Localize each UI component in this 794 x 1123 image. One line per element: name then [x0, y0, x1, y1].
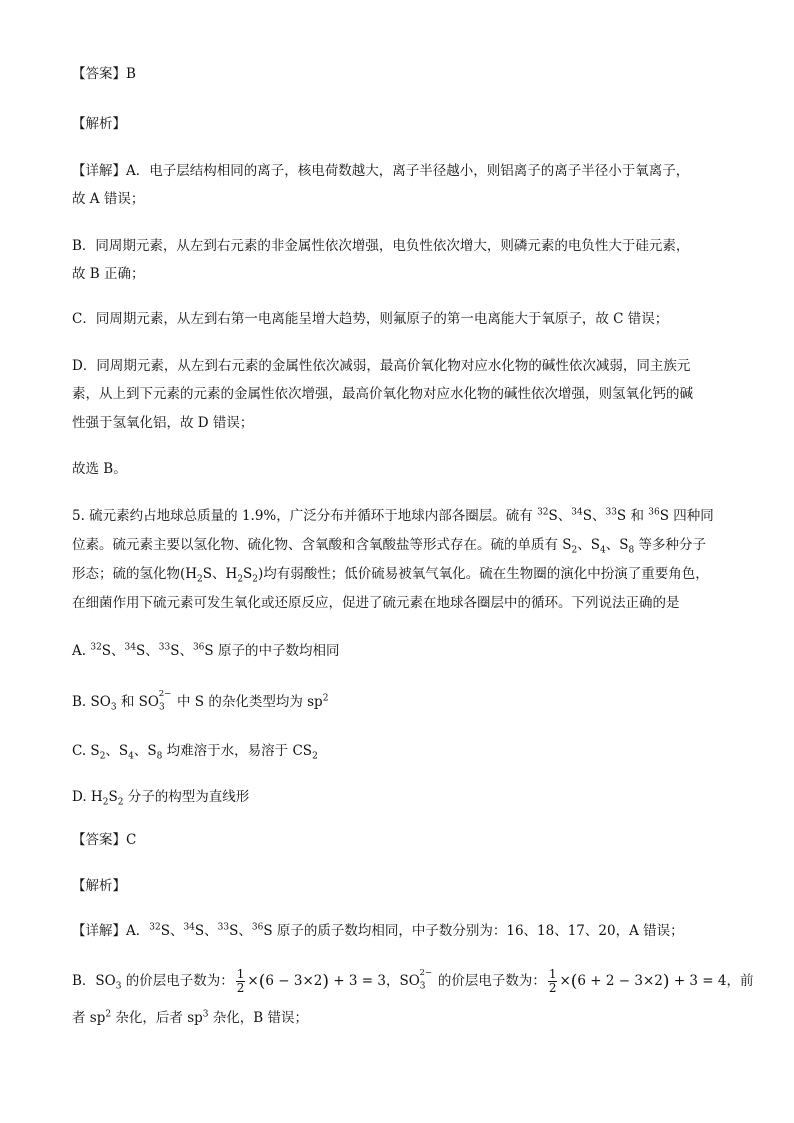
isotope-mass: 33: [605, 507, 617, 518]
opt-text: 和 SO: [116, 694, 159, 710]
opt-text: D. H: [72, 789, 103, 805]
ion-charge: 2−: [419, 968, 433, 978]
opt-text: 分子的构型为直线形: [123, 789, 250, 805]
fraction-half: [236, 968, 246, 995]
q-text: 位素。硫元素主要以氢化物、硫化物、含氧酸和含氧酸盐等形式存在。硫的单质有 S: [72, 537, 572, 553]
detail-b-line2: 故 B 正确；: [72, 266, 145, 282]
fraction-denominator: 2: [236, 981, 245, 995]
expression: 6 − 3×2: [265, 973, 323, 989]
subscript: 2: [252, 574, 259, 585]
question-line4: 在细菌作用下硫元素可发生氧化或还原反应，促进了硫元素在地球各圈层中的循环。下列说法正确的是: [72, 595, 680, 611]
analysis-heading: [72, 114, 126, 134]
detail-a-line1: [72, 161, 689, 181]
isotope-mass: 36: [251, 922, 264, 933]
left-paren-icon: (: [258, 971, 266, 992]
q-text: 、S: [577, 537, 601, 553]
d2-text: S、: [160, 923, 184, 939]
isotope-mass: 34: [571, 507, 583, 518]
fraction-numerator: 1: [236, 967, 245, 981]
right-paren-icon: ): [322, 971, 329, 992]
q-text: )均有弱酸性；低价硫易被氧气氧化。硫在生物圈的演化中扮演了重要角色，: [258, 566, 709, 582]
detail-label: 【详解】: [72, 163, 126, 179]
opt-text: 、S: [105, 743, 129, 759]
analysis-heading: [72, 876, 126, 896]
subscript: 3: [158, 702, 165, 713]
question-line3: [72, 564, 709, 584]
right-paren-icon: ): [662, 971, 670, 992]
detail-label: 【详解】: [72, 923, 126, 939]
q-text: S 四种同: [659, 508, 714, 524]
option-a: [72, 641, 339, 661]
d2-text: 的价层电子数为：: [121, 973, 234, 989]
subscript: 3: [110, 702, 117, 713]
q-text: S: [243, 566, 253, 582]
q-text: S、: [548, 508, 572, 524]
detail-d-line1: D．同周期元素，从左到右元素的金属性依次减弱，最高价氧化物对应水化物的碱性依次减弱，同主族元: [72, 358, 691, 374]
isotope-mass: 32: [149, 922, 161, 933]
answer-line: [72, 64, 136, 84]
times-sign: ×: [559, 973, 571, 989]
conclusion-line: 故选 B。: [72, 461, 127, 477]
d2-text: + 3 = 3，SO: [329, 973, 420, 989]
superscript: 2: [322, 693, 329, 704]
subscript: 3: [419, 981, 426, 992]
expression: 6 + 2 − 3×2: [577, 973, 663, 989]
opt-text: 均难溶于水，易溶于 CS: [162, 743, 313, 759]
opt-text: 、S: [133, 743, 157, 759]
detail2-a-line: [72, 921, 684, 941]
q-text: S、H: [202, 566, 238, 582]
q-text: S 和: [616, 508, 649, 524]
d2-text: B．SO: [72, 973, 116, 989]
subscript: 4: [128, 751, 134, 762]
opt-text: B. SO: [72, 694, 111, 710]
answer-label: 【答案】: [72, 66, 126, 82]
answer-line: [72, 830, 136, 850]
fraction-half: [548, 968, 558, 995]
detail2-b-line1: [72, 966, 754, 997]
sulfite-ion: [419, 966, 433, 996]
q-text: 等多种分子: [634, 537, 707, 553]
option-b: [72, 689, 329, 713]
opt-text: A.: [72, 643, 91, 659]
detail-b-line1: B．同周期元素，从左到右元素的非金属性依次增强，电负性依次增大，则磷元素的电负性大于硅元素，: [72, 238, 690, 254]
subscript: 2: [571, 545, 578, 556]
superscript: 3: [202, 1009, 209, 1020]
opt-text: S、: [101, 643, 125, 659]
subscript: 2: [102, 797, 109, 808]
d2-text: 的价层电子数为：: [433, 973, 546, 989]
detail-d-line3: 性强于氢氧化铝，故 D 错误；: [72, 415, 254, 431]
d2-text: + 3 = 4，前: [669, 973, 754, 989]
analysis-label: 【解析】: [72, 878, 126, 894]
left-paren-icon: (: [570, 971, 578, 992]
sulfite-ion: [158, 689, 172, 713]
opt-text: S 原子的中子数均相同: [204, 643, 340, 659]
fraction-numerator: 1: [548, 967, 557, 981]
opt-text: C. S: [72, 743, 100, 759]
isotope-mass: 32: [537, 507, 549, 518]
opt-text: S、: [136, 643, 159, 659]
d2-text: 者 sp: [72, 1010, 106, 1026]
d2-text: S 原子的质子数均相同，中子数分别为：16、18、17、20，A 错误；: [263, 923, 684, 939]
option-d: [72, 787, 249, 807]
detail-a-line2: 故 A 错误；: [72, 191, 145, 207]
option-c: [72, 741, 318, 761]
isotope-mass: 36: [192, 642, 205, 653]
isotope-mass: 34: [124, 642, 136, 653]
answer-label: 【答案】: [72, 832, 126, 848]
opt-text: S: [108, 789, 118, 805]
answer-value: C: [126, 832, 137, 848]
answer-value: B: [126, 66, 136, 82]
fraction-denominator: 2: [548, 981, 557, 995]
question-line2: [72, 535, 706, 555]
subscript: 2: [117, 797, 124, 808]
q-text-a: 5. 硫元素约占地球总质量的 1.9%，广泛分布并循环于地球内部各圈层。硫有: [72, 508, 538, 524]
subscript: 2: [99, 751, 106, 762]
isotope-mass: 33: [217, 922, 230, 933]
opt-text: 中 S 的杂化类型均为 sp: [172, 694, 323, 710]
d2-text: 杂化，B 错误；: [208, 1010, 309, 1026]
isotope-mass: 32: [90, 642, 102, 653]
superscript: 2: [105, 1009, 112, 1020]
detail-a-text1: A．电子层结构相同的离子，核电荷数越大，离子半径越小，则铝离子的离子半径小于氧离子，: [126, 163, 690, 179]
d2-text: A．: [126, 923, 150, 939]
subscript: 4: [600, 545, 606, 556]
q-text: 、S: [605, 537, 629, 553]
times-sign: ×: [247, 973, 259, 989]
d2-text: S、: [229, 923, 252, 939]
detail-d-line2: 素，从上到下元素的元素的金属性依次增强，最高价氧化物对应水化物的碱性依次增强，则氢氧化钙的碱: [72, 386, 693, 402]
isotope-mass: 34: [183, 922, 195, 933]
detail-c-line1: C．同周期元素，从左到右第一电离能呈增大趋势，则氟原子的第一电离能大于氧原子，故 C 错误；: [72, 311, 669, 327]
opt-text: S、: [170, 643, 193, 659]
analysis-label: 【解析】: [72, 116, 126, 132]
isotope-mass: 36: [648, 507, 660, 518]
q-text: S、: [582, 508, 606, 524]
subscript: 3: [115, 981, 122, 992]
question-line1: [72, 506, 714, 526]
detail2-b-line2: [72, 1008, 308, 1028]
d2-text: S、: [194, 923, 218, 939]
subscript: 8: [628, 545, 635, 556]
subscript: 2: [312, 751, 318, 762]
q-text: 形态；硫的氢化物(H: [72, 566, 198, 582]
isotope-mass: 33: [158, 642, 171, 653]
subscript: 2: [197, 574, 203, 585]
d2-text: 杂化，后者 sp: [111, 1010, 203, 1026]
subscript: 8: [156, 751, 163, 762]
subscript: 2: [237, 574, 244, 585]
ion-charge: 2−: [158, 689, 172, 699]
